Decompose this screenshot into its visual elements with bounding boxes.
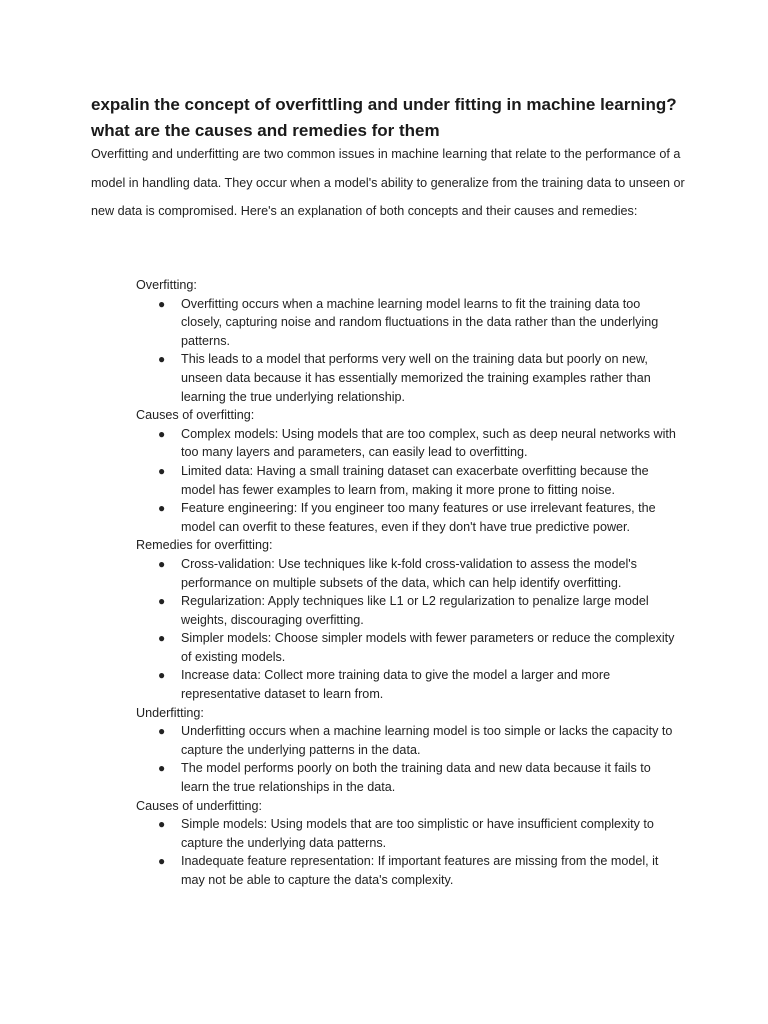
section-remedies-for-overfitting [136,536,681,703]
intro-paragraph: Overfitting and underfitting are two common issues in machine learning that relate to the performance of a model in handling data. They occur when a model's ability to generalize from the training data to unseen or new data is compromised. Here's an explanation of both concepts and their causes and remedies: [91,147,685,219]
bullet-icon: ● [158,463,166,478]
section-overfitting [136,276,681,406]
bullet-icon: ● [158,724,166,739]
list-item [136,815,681,852]
bullet-icon: ● [158,352,166,367]
list-item [136,499,681,536]
section-label: Causes of underfitting: [136,798,263,813]
bullet-list [136,295,681,407]
list-item [136,666,681,703]
section-label: Underfitting: [136,705,204,720]
bullet-icon: ● [158,817,166,832]
list-item [136,350,681,406]
list-item [136,462,681,499]
bullet-list [136,555,681,704]
list-item-text: Inadequate feature representation: If important features are missing from the model, it may not be able to capture the data's complexity. [181,854,659,887]
list-item-text: This leads to a model that performs very well on the training data but poorly on new, unseen data because it has essentially memorized the training examples rather than learning the true underlying relationship. [181,352,651,404]
list-item-text: Simpler models: Choose simpler models with fewer parameters or reduce the complexity of existing models. [181,631,675,664]
bullet-list [136,425,681,537]
bullet-icon: ● [158,854,166,869]
document-title: expalin the concept of overfittling and under fitting in machine learning? what are the causes and remedies for them [91,95,677,140]
list-item-text: The model performs poorly on both the training data and new data because it fails to learn the true relationships in the data. [181,761,651,795]
list-item-text: Cross-validation: Use techniques like k-fold cross-validation to assess the model's performance on multiple subsets of the data, which can help identify overfitting. [181,556,637,590]
list-item [136,425,681,462]
list-item-text: Complex models: Using models that are too complex, such as deep neural networks with too many layers and parameters, can easily lead to overfitting. [181,426,676,460]
section-label: Overfitting: [136,278,197,292]
list-item [136,629,681,666]
section-causes-of-underfitting [136,797,681,890]
section-label: Causes of overfitting: [136,408,255,423]
bullet-list [136,815,681,889]
list-item [136,759,681,796]
bullet-icon: ● [158,501,166,516]
bullet-icon: ● [158,556,166,571]
list-item [136,555,681,592]
list-item-text: Limited data: Having a small training dataset can exacerbate overfitting because the model has fewer examples to learn from, making it more prone to fitting noise. [181,463,649,497]
list-item-text: Overfitting occurs when a machine learning model learns to fit the training data too closely, capturing noise and random fluctuations in the data rather than the underlying patterns. [181,296,659,348]
list-item [136,295,681,351]
bullet-icon: ● [158,668,166,683]
bullet-icon: ● [158,594,166,609]
bullet-icon: ● [158,296,166,311]
bullet-icon: ● [158,631,166,646]
section-causes-of-overfitting [136,406,681,536]
sections-container [136,276,681,890]
section-label: Remedies for overfitting: [136,538,273,553]
bullet-icon: ● [158,761,166,776]
list-item-text: Underfitting occurs when a machine learning model is too simple or lacks the capacity to capture the underlying patterns in the data. [181,724,673,757]
list-item-text: Increase data: Collect more training data to give the model a larger and more representative dataset to learn from. [181,668,611,702]
list-item-text: Regularization: Apply techniques like L1 or L2 regularization to penalize large model weights, discouraging overfitting. [181,594,649,627]
list-item [136,852,681,889]
list-item [136,722,681,759]
bullet-list [136,722,681,796]
list-item [136,592,681,629]
list-item-text: Feature engineering: If you engineer too many features or use irrelevant features, the model can overfit to these features, even if they don't have true predictive power. [181,501,656,534]
list-item-text: Simple models: Using models that are too simplistic or have insufficient complexity to capture the underlying data patterns. [181,817,654,850]
bullet-icon: ● [158,426,166,441]
section-underfitting [136,704,681,797]
